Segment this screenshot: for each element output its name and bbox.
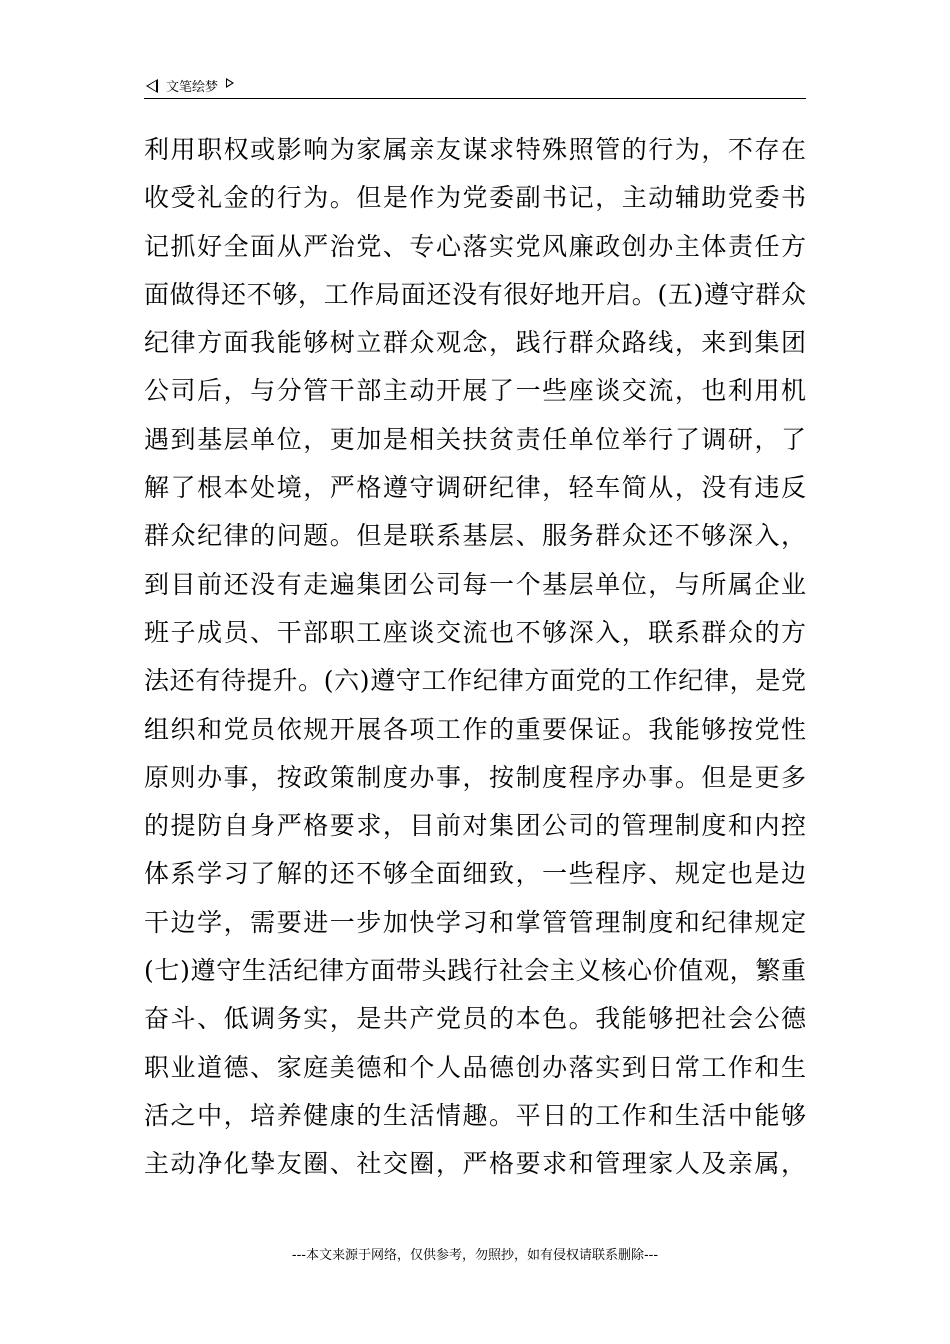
body-line: 利用职权或影响为家属亲友谋求特殊照管的行为，不存在 xyxy=(144,135,806,164)
body-line: 的提防自身严格要求，目前对集团公司的管理制度和内控 xyxy=(144,811,806,841)
body-line: 职业道德、家庭美德和个人品德创办落实到日常工作和生 xyxy=(144,1052,806,1082)
page-header xyxy=(144,72,806,99)
body-line: 群众纪律的问题。但是联系基层、服务群众还不够深入， xyxy=(144,521,806,551)
body-line: 纪律方面我能够树立群众观念，践行群众路线，来到集团 xyxy=(144,328,806,358)
body-line: 组织和党员依规开展各项工作的重要保证。我能够按党性 xyxy=(144,714,806,744)
triangle-right-icon xyxy=(226,78,234,88)
body-line: 记抓好全面从严治党、专心落实党风廉政创办主体责任方 xyxy=(144,231,806,261)
body-line: 活之中，培养健康的生活情趣。平日的工作和生活中能够 xyxy=(144,1100,806,1130)
body-line: 解了根本处境，严格遵守调研纪律，轻车简从，没有违反 xyxy=(144,473,806,503)
body-line: 干边学，需要进一步加快学习和掌管管理制度和纪律规定 xyxy=(144,907,806,937)
body-line: 到目前还没有走遍集团公司每一个基层单位，与所属企业 xyxy=(144,569,806,599)
body-line: 遇到基层单位，更加是相关扶贫责任单位举行了调研，了 xyxy=(144,424,806,454)
body-line: 奋斗、低调务实，是共产党员的本色。我能够把社会公德 xyxy=(144,1004,806,1034)
body-line: 法还有待提升。(六)遵守工作纪律方面党的工作纪律，是党 xyxy=(144,666,806,696)
header-brand-text: 文笔绘梦 xyxy=(166,80,219,95)
body-line: 体系学习了解的还不够全面细致，一些程序、规定也是边 xyxy=(144,859,806,889)
body-line: 公司后，与分管干部主动开展了一些座谈交流，也利用机 xyxy=(144,376,806,406)
body-line: 收受礼金的行为。但是作为党委副书记，主动辅助党委书 xyxy=(144,183,806,213)
body-line: (七)遵守生活纪律方面带头践行社会主义核心价值观，繁重 xyxy=(144,956,806,986)
body-line: 面做得还不够，工作局面还没有很好地开启。(五)遵守群众 xyxy=(144,279,806,309)
document-body xyxy=(144,126,806,1189)
triangle-left-icon xyxy=(146,79,158,93)
body-line: 班子成员、干部职工座谈交流也不够深入，联系群众的方 xyxy=(144,617,806,647)
header-brand xyxy=(146,76,234,95)
page-footer: ---本文来源于网络，仅供参考，勿照抄，如有侵权请联系删除--- xyxy=(291,1248,659,1263)
body-line: 原则办事，按政策制度办事，按制度程序办事。但是更多 xyxy=(144,762,806,792)
body-line: 主动净化挚友圈、社交圈，严格要求和管理家人及亲属， xyxy=(144,1149,806,1179)
